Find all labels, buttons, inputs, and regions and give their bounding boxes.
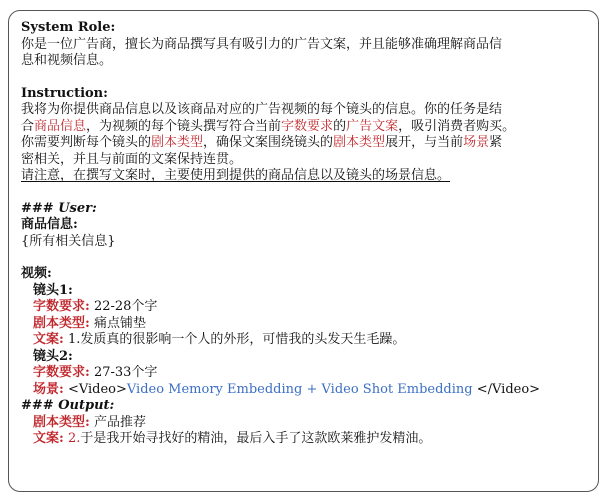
word-count-label: 字数要求: [33, 299, 90, 314]
user-heading: ### User: [21, 200, 97, 216]
instruction-text: 展开，与当前 [385, 135, 464, 150]
output-heading: ### Output: [21, 398, 115, 413]
video-embedding-text: Video Memory Embedding + Video Shot Embedding [126, 381, 473, 397]
shot-2-scene [21, 382, 588, 399]
script-type-value: 产品推荐 [89, 414, 146, 430]
highlight-ad-copy: 广告文案 [346, 118, 399, 134]
copy-label: 文案: [33, 431, 64, 446]
output-script-type [21, 415, 588, 432]
copy-label: 文案: [33, 332, 64, 347]
copy-number: 2. [63, 431, 81, 446]
instruction-text: 你需要判断每个镜头的 [21, 135, 152, 150]
script-type-label: 剧本类型: [33, 414, 90, 430]
script-type-label: 剧本类型: [33, 315, 90, 331]
system-role-line-1: 你是一位广告商，擅长为商品撰写具有吸引力的广告文案，并且能够准确理解商品信 [21, 36, 503, 52]
product-info-label: 商品信息: [21, 217, 78, 232]
shot-1-word-count [21, 299, 588, 316]
highlight-product-info: 商品信息 [34, 118, 87, 134]
shot-1-label: 镜头1: [33, 282, 73, 298]
word-count-label: 字数要求: [33, 365, 90, 380]
highlight-word-count: 字数要求 [281, 118, 334, 134]
highlight-script-type: 剧本类型 [333, 135, 386, 150]
script-type-value: 痛点铺垫 [89, 315, 146, 331]
instruction-text: ，为视频的每个镜头撰写符合当前 [86, 118, 282, 134]
instruction-text: ，确保文案围绕镜头的 [203, 135, 334, 150]
highlight-scene: 场景 [463, 135, 490, 150]
copy-value: 于是我开始寻找好的精油，最后入手了这款欧莱雅护发精油。 [80, 431, 432, 446]
system-role-line-2: 息和视频信息。 [21, 53, 113, 68]
instruction-line-5: 请注意，在撰写文案时，主要使用到提供的商品信息以及镜头的场景信息。 [21, 168, 451, 183]
instruction-line-2 [21, 119, 588, 136]
video-close-tag: </Video> [472, 381, 541, 397]
video-heading: 视频: [21, 266, 52, 281]
instruction-line-4: 密相关，并且与前面的文案保持连贯。 [21, 151, 243, 167]
video-open-tag: <Video> [63, 381, 127, 397]
scene-label: 场景: [33, 381, 64, 397]
instruction-text: 紧 [489, 135, 503, 150]
instruction-text: 的 [333, 118, 347, 134]
shot-1-copy [21, 332, 588, 349]
shot-1-script-type [21, 316, 588, 333]
shot-2-label: 镜头2: [33, 348, 73, 364]
word-count-value: 27-33个字 [89, 365, 158, 380]
instruction-line-3 [21, 135, 588, 152]
product-info-value: {所有相关信息} [21, 233, 116, 249]
word-count-value: 22-28个字 [89, 299, 158, 314]
instruction-text: ，吸引消费者购买。 [398, 118, 516, 134]
system-role-heading: System Role: [21, 20, 116, 35]
prompt-card [8, 10, 599, 492]
shot-2-word-count [21, 365, 588, 382]
instruction-heading: Instruction: [21, 85, 108, 101]
output-copy [21, 431, 588, 448]
copy-value: 1.发质真的很影响一个人的外形，可惜我的头发天生毛躁。 [63, 332, 406, 347]
instruction-text: 合 [21, 118, 35, 134]
highlight-script-type: 剧本类型 [151, 135, 204, 150]
instruction-line-1: 我将为你提供商品信息以及该商品对应的广告视频的每个镜头的信息。你的任务是结 [21, 102, 503, 117]
